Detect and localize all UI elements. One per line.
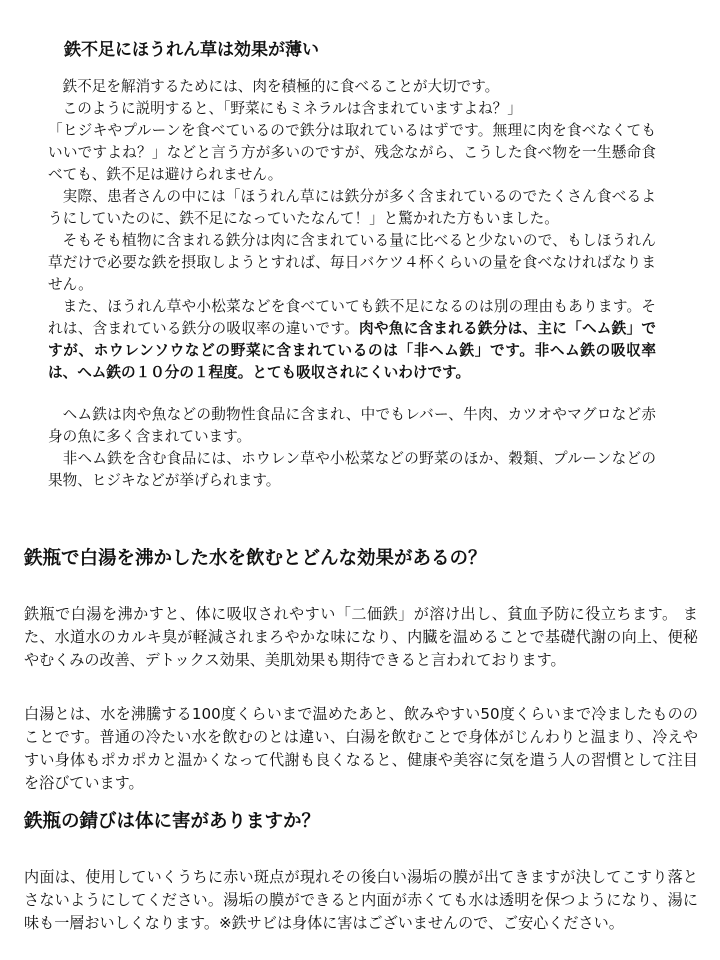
section-title-rust-safety: 鉄瓶の錆びは体に害がありますか？ (24, 811, 321, 832)
rust-safety-paragraph: 内面は、使用していくうちに赤い斑点が現れその後白い湯垢の膜が出てきますが決してこすり落とさないようにしてください。湯垢の膜ができると内面が赤くても水は透明を保つようになり、湯に味も一層おいしくなります。※鉄サビは身体に害はございませんので、ご安心ください。 (24, 868, 698, 932)
section-title-iron-spinach: 鉄不足にほうれん草は効果が薄い (64, 40, 319, 60)
absorption-bold-text: 肉や魚に含まれる鉄分は、主に「ヘム鉄」ですが、ホウレンソウなどの野菜に含まれているのは「非ヘム鉄」です。非ヘム鉄の吸収率は、ヘム鉄の１０分の１程度。とても吸収されにくいわけです。 (48, 320, 656, 381)
sayu-paragraph: 白湯とは、水を沸騰する100度くらいまで温めたあと、飲みやすい50度くらいまで冷ましたもののことです。普通の冷たい水を飲むのとは違い、白湯を飲むことで身体がじんわりと温まり、冷えやすい身体もポカポカと温かくなって代謝も良くなると、健康や美容に気を遣う人の習慣として注目を浴びています。 (24, 705, 698, 792)
paragraph: そもそも植物に含まれる鉄分は肉に含まれている量に比べると少ないので、もしほうれん草だけで必要な鉄を摂取しようとすれば、毎日バケツ４杯くらいの量を食べなければなりません。 (48, 232, 656, 293)
paragraph-absorption (48, 296, 656, 384)
absorption-text: また、ほうれん草や小松菜などを食べていても鉄不足になるのは別の理由もあります。それは、含まれている鉄分の吸収率の違いです。 (48, 298, 656, 337)
paragraph: 実際、患者さんの中には「ほうれん草には鉄分が多く含まれているのでたくさん食べるようにしていたのに、鉄不足になっていたなんて！」と驚かれた方もいました。 (48, 188, 656, 227)
tetsubin-effects-paragraph: 鉄瓶で白湯を沸かすと、体に吸収されやすい「二価鉄」が溶け出し、貧血予防に役立ちます。 また、水道水のカルキ臭が軽減されまろやかな味になり、内臓を温めることで基礎代謝の向上、便秘やむくみの改善、デトックス効果、美肌効果も期待できると言われております。 (24, 605, 698, 669)
section-title-tetsubin-effects: 鉄瓶で白湯を沸かした水を飲むとどんな効果があるの？ (24, 548, 487, 569)
paragraph: ヘム鉄は肉や魚などの動物性食品に含まれ、中でもレバー、牛肉、カツオやマグロなど赤身の魚に多く含まれています。 (48, 406, 656, 445)
iron-deficiency-section (48, 38, 656, 492)
paragraph: 鉄不足を解消するためには、肉を積極的に食べることが大切です。 (62, 78, 500, 95)
paragraph: 「ヒジキやプルーンを食べているので鉄分は取れているはずです。無理に肉を食べなくてもいいですよね？」などと言う方が多いのですが、残念ながら、こうした食べ物を一生懸命食べても、鉄不足は避けられません。 (48, 122, 656, 183)
paragraph: 非ヘム鉄を含む食品には、ホウレン草や小松菜などの野菜のほか、穀類、プルーンなどの果物、ヒジキなどが挙げられます。 (48, 450, 656, 489)
paragraph: このように説明すると、「野菜にもミネラルは含まれていますよね？」 (62, 100, 522, 117)
